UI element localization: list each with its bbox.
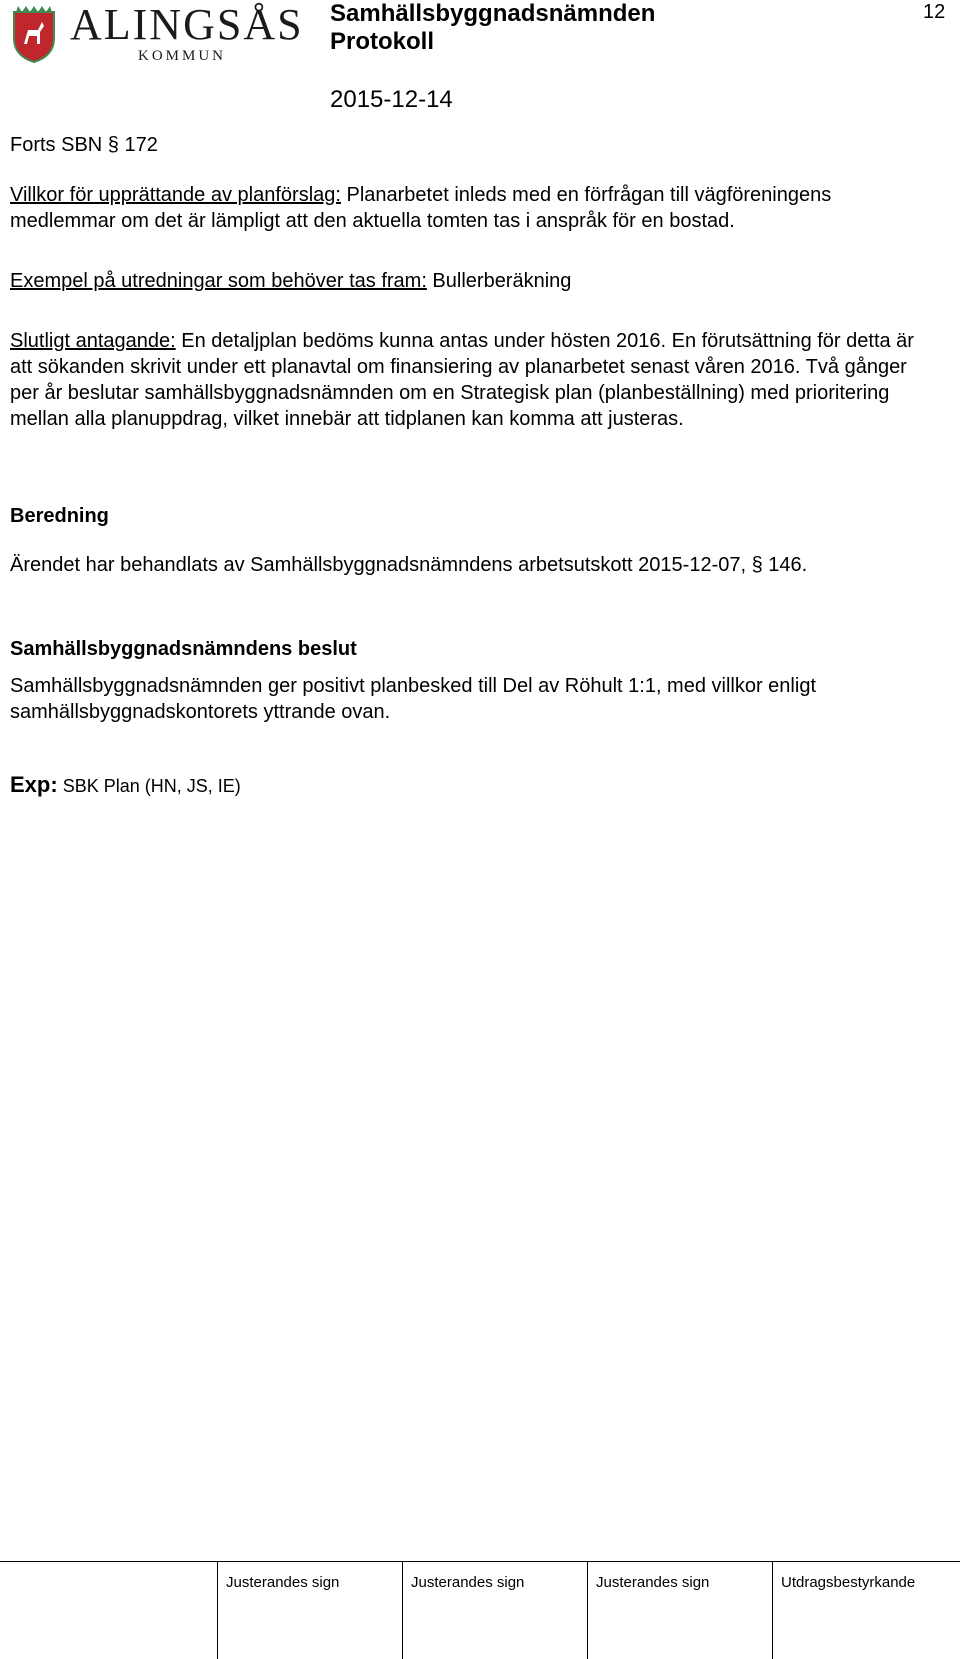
document-type: Protokoll [330,28,435,55]
coat-of-arms-icon [10,4,58,64]
forts-reference: Forts SBN § 172 [10,134,158,156]
meeting-date: 2015-12-14 [330,86,453,113]
exempel-label: Exempel på utredningar som behöver tas fram: [10,270,427,292]
exempel-paragraph [10,268,940,294]
footer-divider [217,1561,218,1659]
alingsas-logo [10,0,304,70]
committee-title: Samhällsbyggnadsnämnden [330,0,656,27]
footer-sign-1: Justerandes sign [226,1574,340,1591]
logo-wordmark: ALINGSÅS [70,0,304,49]
exp-recipients: SBK Plan (HN, JS, IE) [57,776,241,796]
page-number: 12 [923,1,946,23]
beslut-heading: Samhällsbyggnadsnämndens beslut [10,638,357,660]
beslut-text: Samhällsbyggnadsnämnden ger positivt planbesked till Del av Röhult 1:1, med villkor enligt samhällsbyggnadskontorets yttrande ovan. [10,675,816,723]
footer-divider [402,1561,403,1659]
footer-sign-2: Justerandes sign [411,1574,525,1591]
villkor-paragraph [10,182,940,234]
slutligt-text: En detaljplan bedöms kunna antas under hösten 2016. En förutsättning för detta är att sökanden skrivit under ett planavtal om finansiering av planarbetet senast våren 2016. Två gånger per år beslutar samhällsbyggnadsnämnden om en Strategisk plan (planbeställning) med prioritering mellan alla planuppdrag, vilket innebär att tidplanen kan komma att justeras. [10,330,914,430]
footer-sign-3: Justerandes sign [596,1574,710,1591]
beredning-text: Ärendet har behandlats av Samhällsbyggnadsnämndens arbetsutskott 2015-12-07, § 146. [10,554,808,576]
logo-subtitle: KOMMUN [138,48,227,64]
footer-divider [772,1561,773,1659]
footer-divider [587,1561,588,1659]
villkor-text: Planarbetet inleds med en förfrågan till vägföreningens medlemmar om det är lämpligt att den aktuella tomten tas i anspråk för en bostad. [10,184,832,232]
beredning-heading: Beredning [10,505,109,527]
footer-rule [0,1561,960,1562]
exp-label: Exp: [10,772,58,797]
footer-certify: Utdragsbestyrkande [781,1574,916,1591]
slutligt-paragraph [10,328,940,432]
slutligt-label: Slutligt antagande: [10,330,176,352]
exempel-text: Bullerberäkning [426,270,572,292]
exp-line [10,772,940,799]
villkor-label: Villkor för upprättande av planförslag: [10,184,341,206]
